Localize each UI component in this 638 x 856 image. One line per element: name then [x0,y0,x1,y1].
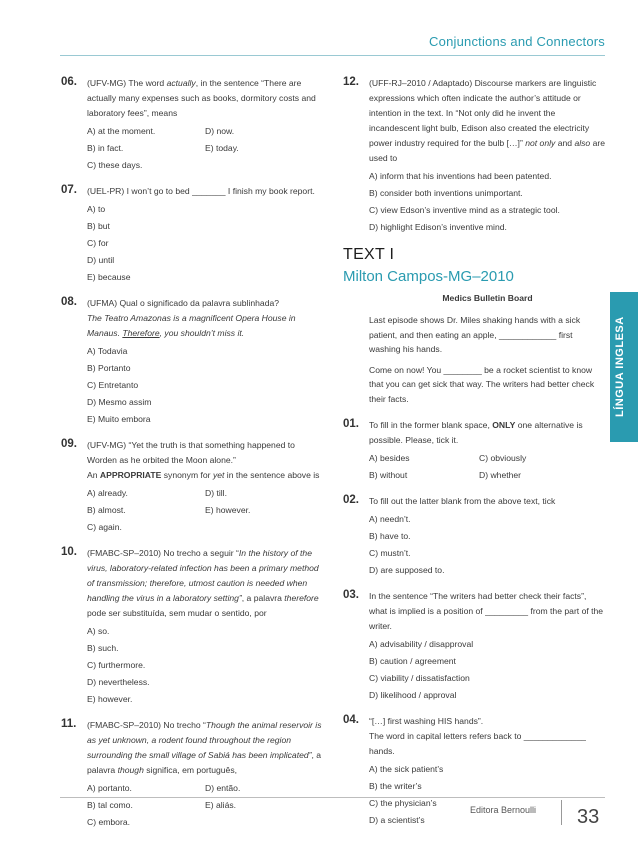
answer-option[interactable]: A) inform that his inventions had been patented. [369,171,552,181]
stem-text: (UFF-RJ–2010 / Adaptado) Discourse markers are linguistic expressions which often indicate the author’s attitude or intention in the text. In “Not only did he invent the incandescent light bulb, Edison also created the electricity power industry required for the bulb […]” [369,78,597,148]
answer-options [369,511,606,579]
text-source: Milton Campos-MG–2010 [343,268,514,285]
page-number: 33 [577,806,600,828]
answer-options [369,761,606,829]
answer-option[interactable]: C) obviously [479,453,527,463]
question-stem [369,418,606,448]
question [61,546,325,708]
answer-option[interactable]: B) caution / agreement [369,656,456,666]
answer-option[interactable]: E) Muito embora [87,414,151,424]
question [61,296,325,428]
question-number: 07. [61,184,77,196]
question-number: 09. [61,438,77,450]
stem-text: In the history of the virus, laboratory-related infection has been a primary method of transmission; therefore, utmost caution is needed when handling the virus in a laboratory setting” [87,548,319,603]
answer-option[interactable]: B) in fact. [87,143,124,153]
stem-text: The Teatro Amazonas is a magnificent Opera House in Manaus. [87,313,296,338]
stem-text: The word in capital letters refers back to _____________ hands. [369,731,586,756]
stem-text: (UFV-MG) “Yet the truth is that something happened to Worden as he orbited the Moon alone.” [87,440,295,465]
question-number: 10. [61,546,77,558]
answer-option[interactable]: A) Todavia [87,346,128,356]
answer-option[interactable]: A) the sick patient’s [369,764,444,774]
stem-text: in the sentence above is [224,470,320,480]
stem-text: APPROPRIATE [99,470,162,480]
stem-text: not only [525,138,556,148]
stem-text: synonym for [161,470,213,480]
answer-options [87,343,325,428]
footer-separator [561,800,562,825]
answer-option[interactable]: B) have to. [369,531,411,541]
answer-option[interactable]: D) então. [205,783,241,793]
answer-option[interactable]: C) furthermore. [87,660,146,670]
stem-text: , a palavra [87,750,322,775]
question-stem [369,589,606,634]
answer-option[interactable]: A) advisability / disapproval [369,639,474,649]
footer-rule [60,797,605,798]
left-column [61,76,325,841]
answer-option[interactable]: D) until [87,255,115,265]
answer-option[interactable]: B) such. [87,643,119,653]
question [343,418,606,484]
stem-text: therefore [284,593,319,603]
answer-option[interactable]: A) besides [369,453,410,463]
stem-text: An [87,470,100,480]
answer-options [87,780,325,831]
answer-options [87,623,325,708]
question [61,76,325,174]
stem-text: (FMABC-SP–2010) No trecho “ [87,720,206,730]
answer-option[interactable]: D) are supposed to. [369,565,445,575]
answer-option[interactable]: C) for [87,238,109,248]
answer-options [369,450,606,484]
answer-option[interactable]: D) Mesmo assim [87,397,152,407]
answer-option[interactable]: D) whether [479,470,522,480]
question-stem [369,76,606,166]
question [61,718,325,831]
stem-text: and [555,138,575,148]
answer-option[interactable]: D) till. [205,488,227,498]
answer-options [369,636,606,704]
stem-text: (FMABC-SP–2010) No trecho a seguir “ [87,548,239,558]
stem-text: one alternative is possible. Please, tick it. [369,420,583,445]
text-heading: TEXT I [343,246,395,263]
stem-text: actually [166,78,196,88]
answer-option[interactable]: E) today. [205,143,239,153]
stem-text: are used to [369,138,606,163]
text-paragraph: Come on now! You ________ be a rocket scientist to know that you can get sick that way. The writers had better check their facts. [369,364,595,404]
answer-options [369,168,606,236]
question-stem [87,184,325,199]
answer-option[interactable]: B) Portanto [87,363,131,373]
stem-text: Therefore [122,328,160,338]
right-questions-top [343,76,606,236]
answer-option[interactable]: A) so. [87,626,110,636]
stem-text: Though the animal reservoir is as yet unknown, a rodent found throughout the region surrounding the small village of Sabiá has been implicated” [87,720,322,760]
answer-option[interactable]: A) needn’t. [369,514,411,524]
answer-option[interactable]: C) viability / dissatisfaction [369,673,470,683]
question-number: 01. [343,418,359,430]
stem-text: (UFMA) Qual o significado da palavra sublinhada? [87,298,280,308]
answer-option[interactable]: C) embora. [87,817,130,827]
question-number: 11. [61,718,77,730]
question-number: 04. [343,714,359,726]
question [343,494,606,579]
question-number: 06. [61,76,77,88]
stem-text: , in the sentence “There are actually many expenses such as books, dormitory costs and laboratory fees”, means [87,78,316,118]
header-rule [60,55,605,56]
stem-text: In the sentence “The writers had better check their facts”, what is implied is a position of _________ from the part of the writer. [369,591,604,631]
question [61,184,325,286]
answer-option[interactable]: C) view Edson’s inventive mind as a strategic tool. [369,205,560,215]
answer-option[interactable]: C) Entretanto [87,380,139,390]
question-stem [87,546,325,621]
answer-option[interactable]: D) a scientist’s [369,815,425,825]
question-stem [369,494,606,509]
stem-text: “[…] first washing HIS hands”. [369,716,484,726]
right-questions-bottom [343,418,606,829]
answer-option[interactable]: B) almost. [87,505,126,515]
page-header-title: Conjunctions and Connectors [429,34,605,49]
question-stem [87,296,325,341]
answer-option[interactable]: D) likelihood / approval [369,690,457,700]
answer-option[interactable]: D) highlight Edison’s inventive mind. [369,222,507,232]
answer-option[interactable]: E) aliás. [205,800,237,810]
stem-text: pode ser substituída, sem mudar o sentido, por [87,608,267,618]
stem-text: , you shouldn’t miss it. [159,328,245,338]
question-number: 03. [343,589,359,601]
answer-options [87,123,325,174]
answer-option[interactable]: E) however. [87,694,133,704]
board-title: Medics Bulletin Board [442,293,533,303]
question [343,76,606,236]
side-tab-label: LÍNGUA INGLESA [614,316,626,418]
stem-text: though [117,765,144,775]
answer-option[interactable]: C) mustn’t. [369,548,411,558]
answer-option[interactable]: B) without [369,470,408,480]
answer-options [87,201,325,286]
answer-option[interactable]: C) again. [87,522,122,532]
question-stem [87,438,325,483]
answer-option[interactable]: B) tal como. [87,800,133,810]
question-number: 02. [343,494,359,506]
answer-option[interactable]: D) now. [205,126,235,136]
stem-text: To fill out the latter blank from the above text, tick [369,496,556,506]
question-stem [87,718,325,778]
answer-option[interactable]: A) at the moment. [87,126,156,136]
answer-option[interactable]: B) the writer’s [369,781,422,791]
stem-text: (UEL-PR) I won’t go to bed _______ I finish my book report. [87,186,315,196]
question [61,438,325,536]
footer-publisher: Editora Bernoulli [470,805,537,815]
answer-options [87,485,325,536]
answer-option[interactable]: C) the physician’s [369,798,437,808]
stem-text: , a palavra [241,593,285,603]
question-number: 12. [343,76,359,88]
answer-option[interactable]: E) because [87,272,131,282]
question-stem [369,714,606,759]
stem-text: significa, em português, [143,765,238,775]
answer-option[interactable]: C) these days. [87,160,143,170]
answer-option[interactable]: D) nevertheless. [87,677,150,687]
answer-option[interactable]: A) already. [87,488,128,498]
answer-option[interactable]: A) portanto. [87,783,132,793]
stem-text: ONLY [492,420,516,430]
text-paragraph: Last episode shows Dr. Miles shaking hands with a sick patient, and then eating an apple, ____________ first washing his hands. [369,315,581,354]
question-number: 08. [61,296,77,308]
stem-text: yet [212,470,225,480]
answer-option[interactable]: B) but [87,221,110,231]
stem-text: To fill in the former blank space, [369,420,493,430]
right-column [343,76,606,839]
stem-text: also [574,138,591,148]
question [343,589,606,704]
answer-option[interactable]: E) however. [205,505,251,515]
answer-option[interactable]: B) consider both inventions unimportant. [369,188,523,198]
stem-text: (UFV-MG) The word [87,78,167,88]
answer-option[interactable]: A) to [87,204,106,214]
question-stem [87,76,325,121]
